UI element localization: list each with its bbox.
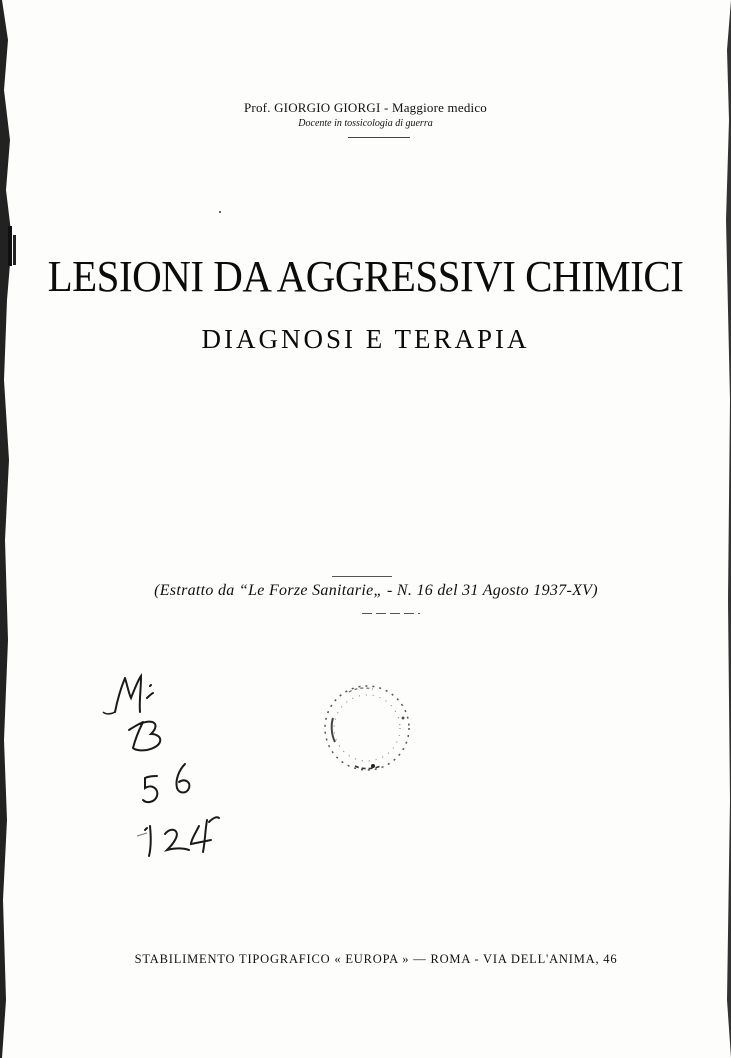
document-subtitle: DIAGNOSI E TERAPIA [201,324,530,354]
separator-rule-extract-top [332,576,392,577]
author-line: Prof. GIORGIO GIORGI - Maggiore medico [244,100,487,115]
scan-speck [219,211,221,213]
printer-imprint: STABILIMENTO TIPOGRAFICO « EUROPA » — ROMA - VIA DELL'ANIMA, 46 [134,952,618,966]
author-affiliation: Docente in tossicologia di guerra [298,118,433,129]
separator-rule-extract-bottom [362,613,420,614]
scan-edge-right [721,0,731,1058]
separator-rule [348,137,410,138]
document-title: LESIONI DA AGGRESSIVI CHIMICI [47,251,684,301]
extract-citation: (Estratto da “Le Forze Sanitarie„ - N. 16 del 31 Agosto 1937-XV) [154,582,598,599]
handwritten-shelfmark [95,660,255,880]
library-stamp [315,678,420,778]
scan-binding-edge-left [0,0,22,1058]
